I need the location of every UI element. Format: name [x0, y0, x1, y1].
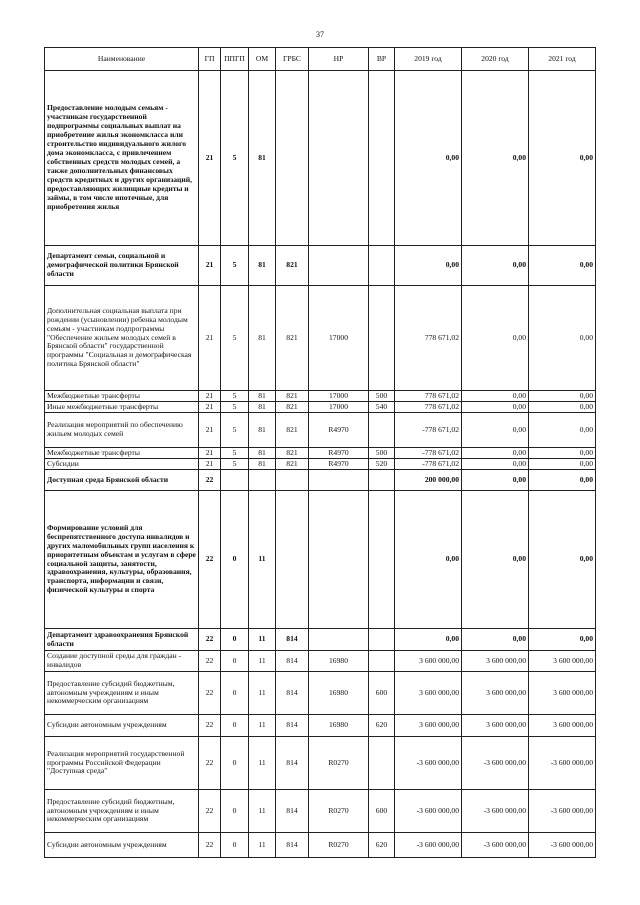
page-number: 37 [316, 30, 324, 39]
cell-y2019: -778 671,02 [395, 459, 462, 470]
cell-vr: 620 [369, 833, 395, 858]
table-row [45, 651, 596, 672]
cell-pgp: 5 [221, 286, 249, 391]
cell-pgp: 5 [221, 246, 249, 286]
table-row [45, 246, 596, 286]
cell-np: R0270 [309, 790, 369, 833]
cell-pgp: 0 [221, 491, 249, 629]
cell-y2021: 0,00 [529, 470, 596, 491]
table-row [45, 491, 596, 629]
cell-y2019: 0,00 [395, 71, 462, 246]
cell-gp: 22 [199, 629, 221, 651]
header-2020: 2020 год [462, 48, 529, 71]
cell-pgp: 0 [221, 833, 249, 858]
cell-grbs: 814 [276, 790, 309, 833]
cell-y2020: 0,00 [462, 413, 529, 448]
cell-om: 11 [249, 651, 276, 672]
cell-np: R0270 [309, 833, 369, 858]
cell-name: Доступная среда Брянской области [45, 470, 199, 491]
header-grbs: ГРБС [276, 48, 309, 71]
cell-gp: 21 [199, 286, 221, 391]
cell-name: Формирование условий для беспрепятственного доступа инвалидов и других маломобильных групп населения к приоритетным объектам и услугам в сфере социальной защиты, занятости, здравоохранения, культуры, образования, транспорта, информации и связи, физической культуры и спорта [45, 491, 199, 629]
cell-name: Межбюджетные трансферты [45, 448, 199, 459]
cell-om: 11 [249, 715, 276, 737]
cell-y2019: 778 671,02 [395, 286, 462, 391]
cell-y2019: 3 600 000,00 [395, 651, 462, 672]
cell-y2020: 3 600 000,00 [462, 651, 529, 672]
cell-gp: 21 [199, 448, 221, 459]
cell-y2019: -778 671,02 [395, 413, 462, 448]
cell-pgp: 5 [221, 459, 249, 470]
cell-gp: 22 [199, 715, 221, 737]
cell-y2021: 0,00 [529, 71, 596, 246]
cell-vr [369, 629, 395, 651]
cell-y2019: 778 671,02 [395, 391, 462, 402]
cell-pgp [221, 470, 249, 491]
cell-om: 81 [249, 459, 276, 470]
cell-gp: 21 [199, 459, 221, 470]
cell-y2020: 0,00 [462, 402, 529, 413]
cell-pgp: 0 [221, 790, 249, 833]
cell-y2021: 0,00 [529, 459, 596, 470]
cell-y2021: 0,00 [529, 491, 596, 629]
cell-y2020: 0,00 [462, 459, 529, 470]
cell-gp: 21 [199, 71, 221, 246]
cell-name: Субсидии [45, 459, 199, 470]
cell-grbs [276, 491, 309, 629]
cell-y2021: 0,00 [529, 246, 596, 286]
cell-np: R4970 [309, 459, 369, 470]
cell-om: 81 [249, 71, 276, 246]
cell-grbs: 821 [276, 391, 309, 402]
cell-pgp: 5 [221, 413, 249, 448]
cell-y2020: 0,00 [462, 470, 529, 491]
table-row [45, 413, 596, 448]
cell-om: 81 [249, 246, 276, 286]
cell-y2020: 0,00 [462, 448, 529, 459]
cell-om [249, 470, 276, 491]
cell-om: 81 [249, 413, 276, 448]
cell-y2020: 3 600 000,00 [462, 672, 529, 715]
table-row [45, 790, 596, 833]
cell-name: Иные межбюджетные трансферты [45, 402, 199, 413]
cell-name: Департамент здравоохранения Брянской области [45, 629, 199, 651]
cell-y2021: 3 600 000,00 [529, 651, 596, 672]
cell-gp: 22 [199, 737, 221, 790]
cell-y2019: 200 000,00 [395, 470, 462, 491]
cell-y2019: 0,00 [395, 629, 462, 651]
cell-om: 81 [249, 448, 276, 459]
cell-y2019: -3 600 000,00 [395, 737, 462, 790]
budget-table [44, 47, 596, 858]
cell-gp: 21 [199, 402, 221, 413]
cell-grbs: 814 [276, 651, 309, 672]
table-body [45, 71, 596, 858]
cell-om: 11 [249, 737, 276, 790]
table-row [45, 833, 596, 858]
header-vr: ВР [369, 48, 395, 71]
header-om: ОМ [249, 48, 276, 71]
cell-grbs: 814 [276, 737, 309, 790]
cell-gp: 22 [199, 651, 221, 672]
cell-np [309, 246, 369, 286]
cell-vr [369, 470, 395, 491]
cell-pgp: 5 [221, 71, 249, 246]
cell-y2019: -3 600 000,00 [395, 833, 462, 858]
cell-name: Межбюджетные трансферты [45, 391, 199, 402]
header-np: НР [309, 48, 369, 71]
header-name: Наименование [45, 48, 199, 71]
table-row [45, 286, 596, 391]
cell-y2020: 3 600 000,00 [462, 715, 529, 737]
cell-grbs: 814 [276, 715, 309, 737]
cell-gp: 21 [199, 413, 221, 448]
cell-grbs [276, 71, 309, 246]
cell-vr [369, 737, 395, 790]
cell-pgp: 0 [221, 737, 249, 790]
cell-name: Предоставление молодым семьям - участникам государственной подпрограммы социальных выплат на приобретение жилья экономкласса или строительство индивидуального жилого дома экономкласса, с привлечением собственных средств молодых семей, а также дополнительных финансовых средств кредитных и других организаций, предоставляющих жилищные кредиты и займы, в том числе ипотечные, для приобретения жилья [45, 71, 199, 246]
cell-y2021: 3 600 000,00 [529, 715, 596, 737]
cell-y2020: 0,00 [462, 286, 529, 391]
cell-y2021: 3 600 000,00 [529, 672, 596, 715]
table-row [45, 402, 596, 413]
cell-gp: 21 [199, 246, 221, 286]
cell-grbs: 821 [276, 286, 309, 391]
header-2021: 2021 год [529, 48, 596, 71]
cell-grbs [276, 470, 309, 491]
cell-gp: 22 [199, 672, 221, 715]
cell-y2021: 0,00 [529, 629, 596, 651]
cell-y2019: -3 600 000,00 [395, 790, 462, 833]
cell-vr: 600 [369, 672, 395, 715]
cell-vr [369, 413, 395, 448]
cell-vr: 620 [369, 715, 395, 737]
cell-gp: 21 [199, 391, 221, 402]
cell-pgp: 0 [221, 629, 249, 651]
cell-pgp: 0 [221, 672, 249, 715]
cell-grbs: 821 [276, 246, 309, 286]
cell-vr [369, 286, 395, 391]
cell-vr: 600 [369, 790, 395, 833]
cell-y2021: -3 600 000,00 [529, 790, 596, 833]
cell-np: R0270 [309, 737, 369, 790]
table-row [45, 470, 596, 491]
cell-y2020: 0,00 [462, 246, 529, 286]
cell-y2020: -3 600 000,00 [462, 790, 529, 833]
cell-pgp: 5 [221, 402, 249, 413]
table-row [45, 672, 596, 715]
table-row [45, 448, 596, 459]
cell-vr [369, 491, 395, 629]
cell-grbs: 814 [276, 672, 309, 715]
cell-np [309, 470, 369, 491]
cell-om: 11 [249, 629, 276, 651]
cell-y2021: 0,00 [529, 413, 596, 448]
cell-np: R4970 [309, 413, 369, 448]
cell-y2020: -3 600 000,00 [462, 833, 529, 858]
cell-y2021: -3 600 000,00 [529, 833, 596, 858]
cell-pgp: 5 [221, 448, 249, 459]
cell-vr [369, 651, 395, 672]
cell-name: Субсидии автономным учреждениям [45, 833, 199, 858]
cell-om: 81 [249, 391, 276, 402]
cell-name: Предоставление субсидий бюджетным, автономным учреждениям и иным некоммерческим организациям [45, 672, 199, 715]
table-header-row [45, 48, 596, 71]
cell-y2020: 0,00 [462, 391, 529, 402]
cell-y2019: 0,00 [395, 246, 462, 286]
cell-pgp: 0 [221, 651, 249, 672]
cell-name: Департамент семьи, социальной и демографической политики Брянской области [45, 246, 199, 286]
cell-om: 81 [249, 402, 276, 413]
cell-name: Реализация мероприятий государственной программы Российской Федерации "Доступная среда" [45, 737, 199, 790]
cell-np [309, 629, 369, 651]
cell-y2019: 778 671,02 [395, 402, 462, 413]
cell-y2019: 0,00 [395, 491, 462, 629]
table-row [45, 391, 596, 402]
cell-grbs: 814 [276, 833, 309, 858]
cell-om: 81 [249, 286, 276, 391]
cell-np: 16980 [309, 651, 369, 672]
header-2019: 2019 год [395, 48, 462, 71]
cell-name: Субсидии автономным учреждениям [45, 715, 199, 737]
cell-np: 16980 [309, 672, 369, 715]
cell-gp: 22 [199, 470, 221, 491]
cell-gp: 22 [199, 833, 221, 858]
cell-y2021: 0,00 [529, 448, 596, 459]
cell-vr [369, 246, 395, 286]
cell-name: Дополнительная социальная выплата при рождении (усыновлении) ребенка молодым семьям - участникам подпрограммы "Обеспечение жильем молодых семей в Брянской области" государственной программы "Социальная и демографическая политика Брянской области" [45, 286, 199, 391]
cell-gp: 22 [199, 790, 221, 833]
cell-y2021: 0,00 [529, 402, 596, 413]
table-row [45, 715, 596, 737]
cell-name: Создание доступной среды для граждан - инвалидов [45, 651, 199, 672]
cell-np: R4970 [309, 448, 369, 459]
cell-np: 17000 [309, 286, 369, 391]
cell-name: Предоставление субсидий бюджетным, автономным учреждениям и иным некоммерческим организациям [45, 790, 199, 833]
cell-y2020: 0,00 [462, 71, 529, 246]
cell-grbs: 821 [276, 459, 309, 470]
cell-pgp: 0 [221, 715, 249, 737]
cell-grbs: 821 [276, 402, 309, 413]
cell-np: 16980 [309, 715, 369, 737]
cell-grbs: 814 [276, 629, 309, 651]
cell-grbs: 821 [276, 413, 309, 448]
table-row [45, 459, 596, 470]
cell-y2020: -3 600 000,00 [462, 737, 529, 790]
cell-np: 17000 [309, 391, 369, 402]
cell-vr: 540 [369, 402, 395, 413]
cell-np [309, 71, 369, 246]
cell-y2019: 3 600 000,00 [395, 672, 462, 715]
table-row [45, 71, 596, 246]
cell-vr: 520 [369, 459, 395, 470]
cell-np: 17000 [309, 402, 369, 413]
cell-pgp: 5 [221, 391, 249, 402]
cell-om: 11 [249, 790, 276, 833]
cell-vr: 500 [369, 448, 395, 459]
cell-y2019: 3 600 000,00 [395, 715, 462, 737]
cell-vr [369, 71, 395, 246]
cell-om: 11 [249, 491, 276, 629]
cell-y2020: 0,00 [462, 491, 529, 629]
cell-y2021: 0,00 [529, 391, 596, 402]
table-row [45, 629, 596, 651]
cell-y2020: 0,00 [462, 629, 529, 651]
header-gp: ГП [199, 48, 221, 71]
cell-gp: 22 [199, 491, 221, 629]
cell-y2021: 0,00 [529, 286, 596, 391]
cell-vr: 500 [369, 391, 395, 402]
cell-np [309, 491, 369, 629]
header-pgp: ППГП [221, 48, 249, 71]
cell-grbs: 821 [276, 448, 309, 459]
cell-y2019: -778 671,02 [395, 448, 462, 459]
cell-name: Реализация мероприятий по обеспечению жильем молодых семей [45, 413, 199, 448]
table-row [45, 737, 596, 790]
cell-y2021: -3 600 000,00 [529, 737, 596, 790]
cell-om: 11 [249, 672, 276, 715]
cell-om: 11 [249, 833, 276, 858]
